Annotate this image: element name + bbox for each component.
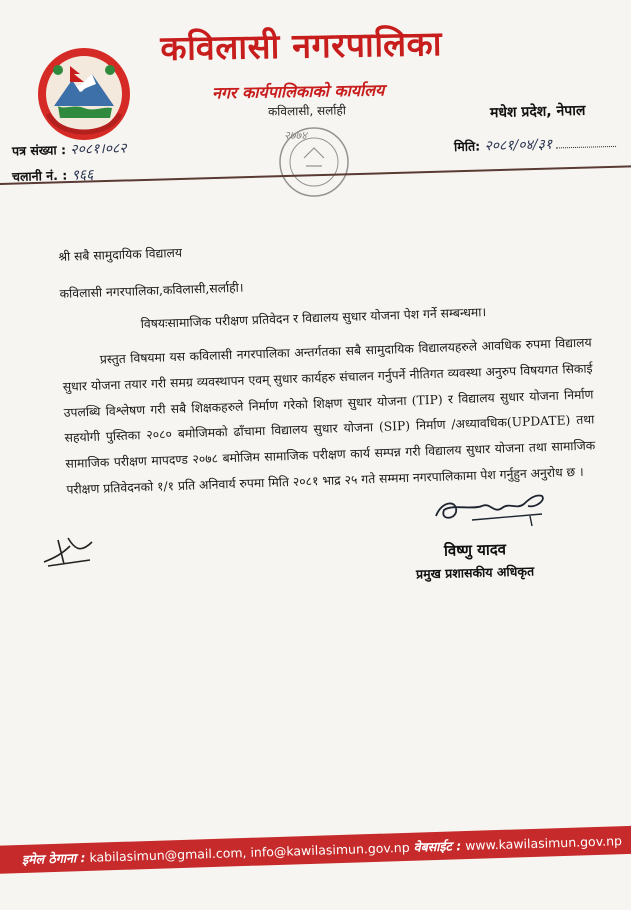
reference-number <box>12 139 127 161</box>
footer-contact <box>22 832 622 868</box>
reference-value: २०८१।०८२ <box>70 140 127 158</box>
municipality-title: कविलासी नगरपालिका <box>160 24 443 69</box>
date-dotted-line <box>557 146 617 149</box>
letter-paragraph: प्रस्तुत विषयमा यस कविलासी नगरपालिका अन्तर्गतका सबै सामुदायिक विद्यालयहरुले आवधिक रुपमा विद्यालय सुधार योजना तयार गरी समग्र व्यवस्थापन एवम् सुधार कार्यहरु संचालन गर्नुपर्ने नीतिगत व्यवस्था अनुरुप विषयगत सिकाई उपलब्धि विश्लेषण गरी सबै शिक्षकहरुले निर्माण गरेको शिक्षण सुधार योजना (TIP) र विद्यालय सुधार योजना निर्माण सहयोगी पुस्तिका २०८० बमोजिमको ढाँचामा विद्यालय सुधार योजना (SIP) निर्माण /अध्यावधिक(UPDATE) तथा सामाजिक परीक्षण मापदण्ड २०७८ बमोजिम सामाजिक परीक्षण कार्य सम्पन्न गरी विद्यालय सुधार योजना तथा सामाजिक परीक्षण प्रतिवेदनको १/१ प्रति अनिवार्य रुपमा मिति २०८१ भाद्र २५ गते सम्ममा नगरपालिकामा पेश गर्नुहुन अनुरोध छ । <box>62 335 596 497</box>
office-location: कविलासी, सर्लाही <box>267 103 347 119</box>
province-label: मधेश प्रदेश, नेपाल <box>489 102 586 122</box>
footer-bar <box>0 825 631 874</box>
nepal-emblem-logo <box>34 44 134 144</box>
signatory-title: प्रमुख प्रशासकीय अधिकृत <box>415 563 535 582</box>
date-field <box>454 133 617 156</box>
handwritten-initials <box>40 528 100 570</box>
date-label: मिति: <box>453 138 481 155</box>
email-label: इमेल ठेगाना : <box>21 850 86 867</box>
signature <box>432 486 550 532</box>
footer-website[interactable]: www.kawilasimun.gov.np <box>464 833 623 854</box>
letter-subject: विषयःसामाजिक परीक्षण प्रतिवेदन र विद्यालय सुधार योजना पेश गर्ने सम्बन्धमा। <box>140 305 487 332</box>
recipient-line-1: श्री सबै सामुदायिक विद्यालय <box>58 245 183 264</box>
website-label: वेबसाईट : <box>413 838 462 855</box>
recipient-line-2: कविलासी नगरपालिका,कविलासी,सर्लाही। <box>59 280 244 301</box>
signatory-name: विष्णु यादव <box>443 540 507 560</box>
stamp-number: २७७४ <box>284 129 307 142</box>
reference-label: पत्र संख्या : <box>11 142 67 159</box>
dispatch-value: ९६६ <box>71 166 94 184</box>
dispatch-label: चलानी नं. : <box>11 167 68 185</box>
date-value: २०८१/०४/३१ <box>484 136 553 155</box>
letter-body <box>58 230 597 504</box>
office-stamp <box>266 118 362 204</box>
footer-emails[interactable]: kabilasimun@gmail.com, info@kawilasimun.gov.np <box>89 839 410 865</box>
office-subtitle: नगर कार्यपालिकाको कार्यालय <box>211 80 385 103</box>
